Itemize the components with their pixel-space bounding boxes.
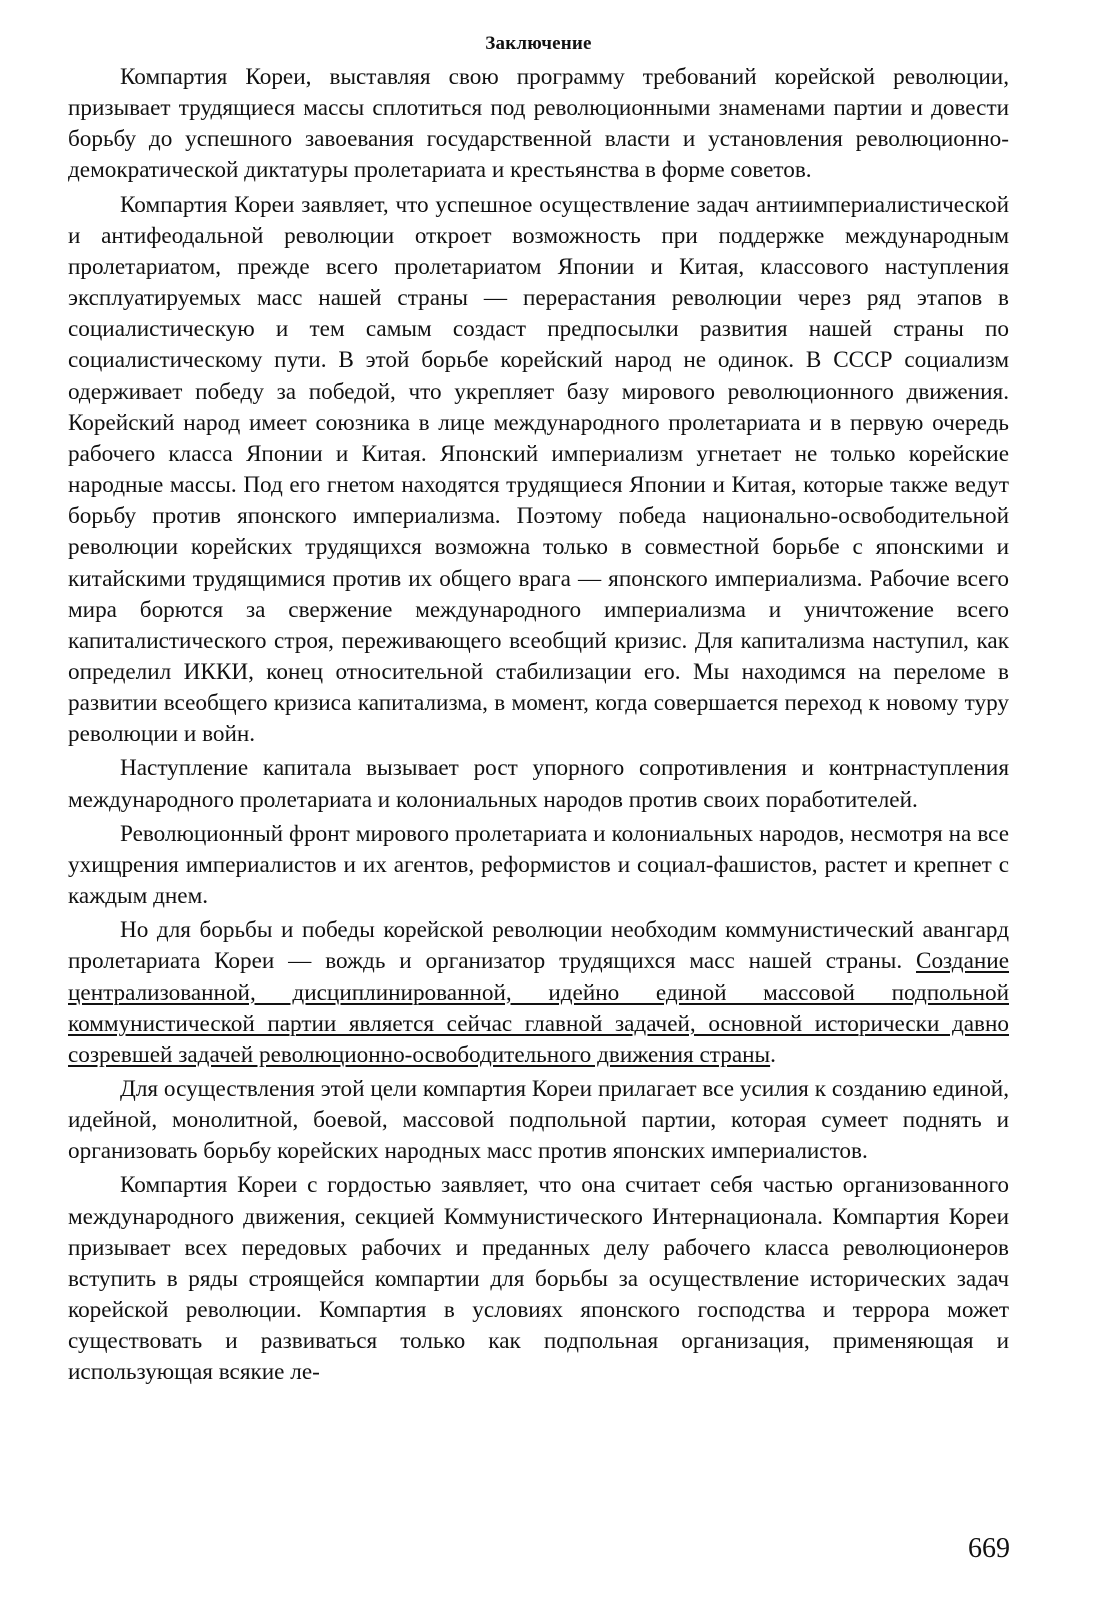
paragraph-5-lead: Но для борьбы и победы корейской революции необходим коммунистический авангард пролетариата Кореи — вождь и организатор трудящихся масс нашей страны. xyxy=(68,917,1009,975)
document-page xyxy=(68,30,1009,1392)
paragraph-4: Революционный фронт мирового пролетариата и колониальных народов, несмотря на все ухищрения империалистов и их агентов, реформистов и социал-фашистов, растет и крепнет с каждым днем. xyxy=(68,820,1009,910)
paragraph-2: Компартия Кореи заявляет, что успешное осуществление задач антиимпериалистической и антифеодальной революции откроет возможность при поддержке международным пролетариатом, прежде всего пролетариатом Японии и Китая, классового наступления эксплуатируемых масс нашей страны — перерастания революции через ряд этапов в социалистическую и тем самым создаст предпосылки развития нашей страны по социалистическому пути. В этой борьбе корейский народ не одинок. В СССР социализм одерживает победу за победой, что укрепляет базу мирового революционного движения. Корейский народ имеет союзника в лице международного пролетариата и в первую очередь рабочего класса Японии и Китая. Японский империализм угнетает не только корейские народные массы. Под его гнетом находятся трудящиеся Японии и Китая, которые также ведут борьбу против японского империализма. Поэтому победа национально-освободительной революции корейских трудящихся возможна только в совместной борьбе с японскими и китайскими трудящимися против их общего врага — японского империализма. Рабочие всего мира борются за свержение международного империализма и уничтожение всего капиталистического строя, переживающего всеобщий кризис. Для капитализма наступил, как определил ИККИ, конец относительной стабилизации его. Мы находимся на переломе в развитии всеобщего кризиса капитализма, в момент, когда совершается переход к новому туру революции и войн. xyxy=(68,191,1009,748)
page-number: 669 xyxy=(968,1533,1010,1564)
section-heading: Заключение xyxy=(485,33,592,54)
paragraph-1: Компартия Кореи, выставляя свою программу требований корейской революции, призывает трудящиеся массы сплотиться под революционными знаменами партии и довести борьбу до успешного завоевания государственной власти и установления революционно-демократической диктатуры пролетариата и крестьянства в форме советов. xyxy=(68,64,1009,184)
paragraph-3: Наступление капитала вызывает рост упорного сопротивления и контрнаступления международного пролетариата и колониальных народов против своих поработителей. xyxy=(68,755,1009,813)
paragraph-5 xyxy=(68,915,1009,1071)
paragraph-5-tail: . xyxy=(770,1041,776,1068)
underlined-passage: Создание централизованной, дисциплинированной, идейно единой массовой подпольной коммунистической партии является сейчас главной задачей, основной исторически давно созревшей задачей революционно-освободительного движения страны xyxy=(68,948,1009,1068)
paragraph-6: Для осуществления этой цели компартия Кореи прилагает все усилия к созданию единой, идейной, монолитной, боевой, массовой подпольной партии, которая сумеет поднять и организовать борьбу корейских народных масс против японских империалистов. xyxy=(68,1076,1009,1165)
paragraph-7: Компартия Кореи с гордостью заявляет, что она считает себя частью организованного международного движения, секцией Коммунистического Интернационала. Компартия Кореи призывает всех передовых рабочих и преданных делу рабочего класса революционеров вступить в ряды строящейся компартии для борьбы за осуществление исторических задач корейской революции. Компартия в условиях японского господства и террора может существовать и развиваться только как подпольная организация, применяющая и использующая всякие ле- xyxy=(68,1172,1009,1386)
